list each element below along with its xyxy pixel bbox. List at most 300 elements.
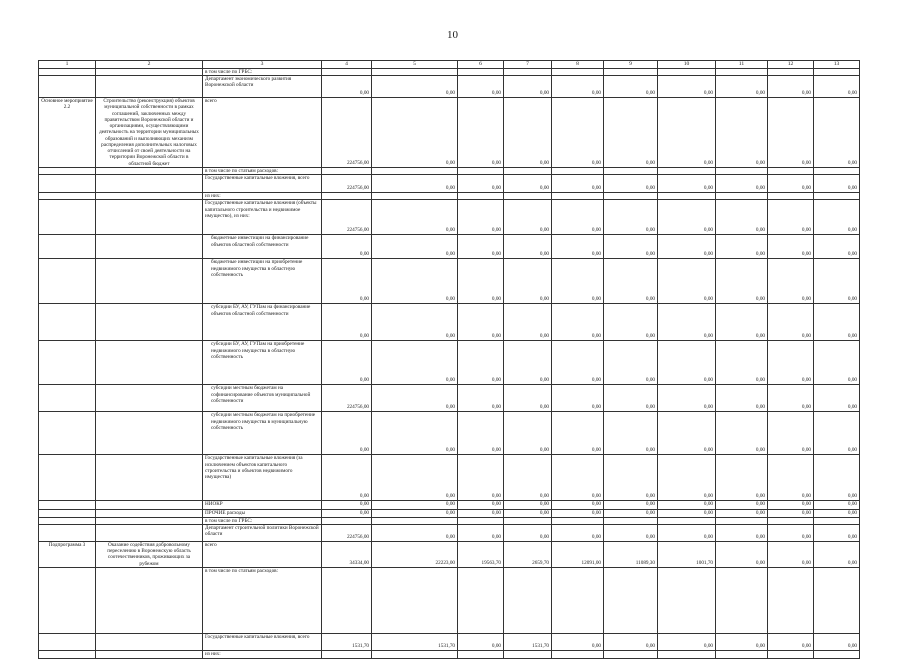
amount-cell: 11089,30 <box>604 541 658 567</box>
amount-cell: 0,00 <box>552 175 604 193</box>
activity-code-cell: Подпрограмма 3 <box>39 541 96 567</box>
amount-cell: 0,00 <box>552 455 604 501</box>
activity-code-cell <box>39 501 96 509</box>
activity-name-cell <box>96 341 203 385</box>
amount-cell: 0,00 <box>814 259 860 304</box>
activity-code-cell <box>39 175 96 193</box>
activity-code-cell <box>39 167 96 174</box>
amount-cell <box>458 167 504 174</box>
table-row <box>39 509 860 517</box>
amount-cell: 0,00 <box>604 455 658 501</box>
amount-cell: 0,00 <box>768 341 814 385</box>
expense-item-cell: в том числе по статьям расходов: <box>203 567 322 633</box>
amount-cell: 224756,00 <box>322 385 372 412</box>
amount-cell: 0,00 <box>458 235 504 259</box>
amount-cell: 0,00 <box>552 509 604 517</box>
amount-cell: 0,00 <box>372 412 458 455</box>
amount-cell: 0,00 <box>814 524 860 541</box>
amount-cell: 0,00 <box>604 385 658 412</box>
amount-cell: 0,00 <box>552 98 604 168</box>
amount-cell: 0,00 <box>658 509 716 517</box>
column-header: 13 <box>814 61 860 69</box>
amount-cell: 19563,70 <box>458 541 504 567</box>
amount-cell: 0,00 <box>768 412 814 455</box>
activity-name-cell: Строительство (реконструкция) объектов муниципальной собственности в рамках соглашений, заключенных между правительством Воронежской области и организациями, осуществляющими деятельность на территории муниципальных образований и выполняющих механизм распределения дополнительных налоговых отчислений от своей деятельности на территории Воронежской области в областной бюджет <box>96 98 203 168</box>
activity-name-cell <box>96 385 203 412</box>
amount-cell: 0,00 <box>658 412 716 455</box>
amount-cell: 0,00 <box>716 509 768 517</box>
amount-cell: 0,00 <box>658 501 716 509</box>
amount-cell <box>604 167 658 174</box>
expense-item-cell: Департамент экономического развития Воронежской области <box>203 76 322 98</box>
amount-cell: 0,00 <box>458 501 504 509</box>
activity-name-cell <box>96 235 203 259</box>
activity-name-cell <box>96 567 203 633</box>
amount-cell: 0,00 <box>552 235 604 259</box>
expense-item-cell: бюджетные инвестиции на финансирование объектов областной собственности <box>203 235 322 259</box>
amount-cell: 0,00 <box>372 524 458 541</box>
amount-cell: 0,00 <box>604 259 658 304</box>
amount-cell <box>658 69 716 76</box>
activity-name-cell <box>96 509 203 517</box>
amount-cell: 0,00 <box>768 385 814 412</box>
column-header: 4 <box>322 61 372 69</box>
amount-cell: 0,00 <box>658 76 716 98</box>
activity-code-cell <box>39 455 96 501</box>
amount-cell: 0,00 <box>716 412 768 455</box>
amount-cell: 0,00 <box>658 385 716 412</box>
activity-name-cell <box>96 524 203 541</box>
amount-cell: 0,00 <box>552 259 604 304</box>
table-row <box>39 524 860 541</box>
amount-cell: 0,00 <box>814 385 860 412</box>
amount-cell: 0,00 <box>768 524 814 541</box>
amount-cell: 0,00 <box>604 341 658 385</box>
activity-code-cell <box>39 259 96 304</box>
table-row <box>39 517 860 524</box>
column-header: 10 <box>658 61 716 69</box>
table-row <box>39 175 860 193</box>
amount-cell <box>768 69 814 76</box>
amount-cell <box>604 650 658 658</box>
table-row <box>39 455 860 501</box>
table-row <box>39 341 860 385</box>
amount-cell <box>372 567 458 633</box>
amount-cell: 0,00 <box>552 412 604 455</box>
amount-cell: 0,00 <box>372 455 458 501</box>
amount-cell: 0,00 <box>814 235 860 259</box>
amount-cell <box>814 567 860 633</box>
amount-cell: 0,00 <box>658 259 716 304</box>
amount-cell: 0,00 <box>504 501 552 509</box>
amount-cell <box>658 517 716 524</box>
amount-cell: 0,00 <box>458 98 504 168</box>
amount-cell: 0,00 <box>716 76 768 98</box>
expense-item-cell: Государственные капитальные вложения, всего <box>203 175 322 193</box>
expense-item-cell: Государственные капитальные вложения, всего <box>203 633 322 650</box>
expense-item-cell: всего <box>203 98 322 168</box>
activity-name-cell <box>96 175 203 193</box>
amount-cell <box>504 167 552 174</box>
amount-cell: 0,00 <box>604 633 658 650</box>
amount-cell <box>658 167 716 174</box>
amount-cell: 0,00 <box>604 524 658 541</box>
amount-cell: 0,00 <box>458 455 504 501</box>
amount-cell: 0,00 <box>716 235 768 259</box>
amount-cell: 0,00 <box>814 98 860 168</box>
amount-cell <box>814 167 860 174</box>
amount-cell <box>604 69 658 76</box>
expense-item-cell: НИОКР <box>203 501 322 509</box>
expense-item-cell: из них: <box>203 193 322 200</box>
amount-cell: 0,00 <box>504 98 552 168</box>
amount-cell: 0,00 <box>458 341 504 385</box>
column-header: 3 <box>203 61 322 69</box>
table-row <box>39 193 860 200</box>
column-header: 9 <box>604 61 658 69</box>
amount-cell: 0,00 <box>458 304 504 341</box>
amount-cell <box>716 193 768 200</box>
amount-cell <box>658 650 716 658</box>
amount-cell <box>322 167 372 174</box>
budget-table <box>38 60 860 659</box>
amount-cell <box>504 567 552 633</box>
amount-cell <box>458 69 504 76</box>
amount-cell: 1531,70 <box>504 633 552 650</box>
amount-cell <box>604 517 658 524</box>
activity-code-cell <box>39 517 96 524</box>
expense-item-cell: в том числе по ГРБС: <box>203 69 322 76</box>
amount-cell: 34334,00 <box>322 541 372 567</box>
amount-cell <box>814 193 860 200</box>
amount-cell: 0,00 <box>322 341 372 385</box>
amount-cell: 0,00 <box>372 385 458 412</box>
table-row <box>39 501 860 509</box>
amount-cell: 0,00 <box>322 76 372 98</box>
amount-cell: 0,00 <box>372 259 458 304</box>
amount-cell <box>504 517 552 524</box>
amount-cell <box>768 650 814 658</box>
amount-cell: 0,00 <box>658 341 716 385</box>
amount-cell: 22223,00 <box>372 541 458 567</box>
amount-cell <box>604 193 658 200</box>
amount-cell: 0,00 <box>716 455 768 501</box>
amount-cell <box>552 193 604 200</box>
amount-cell: 0,00 <box>604 509 658 517</box>
activity-code-cell <box>39 76 96 98</box>
table-row <box>39 567 860 633</box>
amount-cell: 0,00 <box>372 76 458 98</box>
amount-cell: 0,00 <box>372 98 458 168</box>
activity-name-cell <box>96 76 203 98</box>
amount-cell: 224756,00 <box>322 98 372 168</box>
amount-cell: 0,00 <box>458 524 504 541</box>
amount-cell: 0,00 <box>504 385 552 412</box>
amount-cell: 0,00 <box>658 633 716 650</box>
amount-cell <box>504 650 552 658</box>
activity-name-cell <box>96 517 203 524</box>
expense-item-cell: субсидии местным бюджетам на софинансирование объектов муниципальной собственности <box>203 385 322 412</box>
amount-cell: 224756,00 <box>322 200 372 235</box>
table-row <box>39 650 860 658</box>
expense-item-cell: Государственные капитальные вложения (за исключением объектов капитального строительства и объектов недвижимого имущества) <box>203 455 322 501</box>
amount-cell: 0,00 <box>458 633 504 650</box>
amount-cell <box>504 193 552 200</box>
amount-cell: 0,00 <box>604 235 658 259</box>
table-row <box>39 304 860 341</box>
amount-cell <box>322 517 372 524</box>
amount-cell: 0,00 <box>372 200 458 235</box>
amount-cell: 0,00 <box>716 501 768 509</box>
activity-name-cell <box>96 304 203 341</box>
amount-cell: 0,00 <box>322 235 372 259</box>
activity-code-cell <box>39 193 96 200</box>
amount-cell <box>458 567 504 633</box>
table-row <box>39 69 860 76</box>
activity-code-cell <box>39 304 96 341</box>
amount-cell: 0,00 <box>552 200 604 235</box>
amount-cell: 0,00 <box>716 259 768 304</box>
amount-cell: 0,00 <box>768 501 814 509</box>
activity-code-cell <box>39 412 96 455</box>
amount-cell: 0,00 <box>814 633 860 650</box>
amount-cell: 0,00 <box>768 259 814 304</box>
amount-cell <box>658 567 716 633</box>
amount-cell: 0,00 <box>658 98 716 168</box>
amount-cell <box>322 69 372 76</box>
amount-cell: 0,00 <box>322 501 372 509</box>
amount-cell: 0,00 <box>322 509 372 517</box>
amount-cell: 0,00 <box>604 76 658 98</box>
activity-code-cell <box>39 385 96 412</box>
amount-cell: 0,00 <box>716 341 768 385</box>
amount-cell <box>658 193 716 200</box>
amount-cell: 0,00 <box>604 175 658 193</box>
amount-cell <box>504 69 552 76</box>
amount-cell <box>814 650 860 658</box>
amount-cell: 0,00 <box>604 501 658 509</box>
activity-name-cell <box>96 412 203 455</box>
amount-cell: 2659,70 <box>504 541 552 567</box>
amount-cell: 0,00 <box>552 304 604 341</box>
amount-cell: 0,00 <box>814 412 860 455</box>
amount-cell: 0,00 <box>716 200 768 235</box>
amount-cell: 0,00 <box>322 412 372 455</box>
amount-cell: 0,00 <box>372 341 458 385</box>
amount-cell: 0,00 <box>504 235 552 259</box>
amount-cell: 0,00 <box>322 455 372 501</box>
table-row <box>39 633 860 650</box>
amount-cell: 0,00 <box>768 175 814 193</box>
amount-cell: 224756,00 <box>322 175 372 193</box>
amount-cell: 0,00 <box>814 455 860 501</box>
expense-item-cell: всего <box>203 541 322 567</box>
amount-cell <box>768 167 814 174</box>
amount-cell <box>372 167 458 174</box>
amount-cell: 12091,00 <box>552 541 604 567</box>
amount-cell: 0,00 <box>604 200 658 235</box>
activity-name-cell <box>96 501 203 509</box>
table-row <box>39 541 860 567</box>
column-header: 8 <box>552 61 604 69</box>
amount-cell: 0,00 <box>552 76 604 98</box>
amount-cell: 0,00 <box>768 541 814 567</box>
amount-cell: 0,00 <box>716 304 768 341</box>
amount-cell: 0,00 <box>658 524 716 541</box>
activity-name-cell <box>96 650 203 658</box>
amount-cell <box>372 193 458 200</box>
amount-cell: 0,00 <box>814 200 860 235</box>
amount-cell: 0,00 <box>372 509 458 517</box>
amount-cell: 0,00 <box>458 76 504 98</box>
amount-cell: 1001,70 <box>658 541 716 567</box>
amount-cell <box>716 167 768 174</box>
amount-cell: 224756,00 <box>322 524 372 541</box>
activity-name-cell <box>96 259 203 304</box>
header-row <box>39 61 860 69</box>
activity-code-cell <box>39 509 96 517</box>
table-row <box>39 167 860 174</box>
amount-cell: 0,00 <box>716 98 768 168</box>
column-header: 7 <box>504 61 552 69</box>
activity-name-cell <box>96 167 203 174</box>
expense-item-cell: в том числе по статьям расходов: <box>203 167 322 174</box>
amount-cell: 0,00 <box>552 385 604 412</box>
amount-cell: 0,00 <box>658 235 716 259</box>
expense-item-cell: субсидии местным бюджетам на приобретение недвижимого имущества в муниципальную собственность <box>203 412 322 455</box>
amount-cell <box>322 650 372 658</box>
amount-cell: 0,00 <box>604 304 658 341</box>
table-row <box>39 76 860 98</box>
amount-cell: 0,00 <box>552 633 604 650</box>
amount-cell: 0,00 <box>716 175 768 193</box>
amount-cell <box>716 69 768 76</box>
amount-cell <box>458 193 504 200</box>
amount-cell <box>372 517 458 524</box>
amount-cell: 1531,70 <box>322 633 372 650</box>
amount-cell: 0,00 <box>814 175 860 193</box>
amount-cell: 0,00 <box>504 509 552 517</box>
amount-cell <box>552 69 604 76</box>
amount-cell: 0,00 <box>372 175 458 193</box>
amount-cell: 0,00 <box>604 412 658 455</box>
amount-cell: 0,00 <box>458 385 504 412</box>
column-header: 2 <box>96 61 203 69</box>
amount-cell: 0,00 <box>372 235 458 259</box>
amount-cell <box>716 517 768 524</box>
amount-cell: 0,00 <box>458 412 504 455</box>
amount-cell: 0,00 <box>504 412 552 455</box>
amount-cell: 0,00 <box>768 76 814 98</box>
amount-cell <box>552 517 604 524</box>
activity-name-cell <box>96 69 203 76</box>
activity-code-cell <box>39 69 96 76</box>
expense-item-cell: Департамент строительной политики Воронежской области <box>203 524 322 541</box>
column-header: 1 <box>39 61 96 69</box>
amount-cell <box>458 517 504 524</box>
activity-code-cell: Основное мероприятие 2.2 <box>39 98 96 168</box>
amount-cell <box>768 517 814 524</box>
activity-code-cell <box>39 235 96 259</box>
amount-cell: 0,00 <box>814 341 860 385</box>
amount-cell: 0,00 <box>504 175 552 193</box>
amount-cell: 0,00 <box>504 455 552 501</box>
amount-cell: 0,00 <box>322 259 372 304</box>
amount-cell: 0,00 <box>504 200 552 235</box>
amount-cell: 0,00 <box>504 341 552 385</box>
amount-cell <box>768 567 814 633</box>
amount-cell <box>814 69 860 76</box>
activity-code-cell <box>39 200 96 235</box>
amount-cell <box>716 567 768 633</box>
amount-cell: 0,00 <box>658 200 716 235</box>
amount-cell <box>372 69 458 76</box>
column-header: 12 <box>768 61 814 69</box>
expense-item-cell: субсидии БУ, АУ, ГУПам на финансирование объектов областной собственности <box>203 304 322 341</box>
amount-cell <box>322 193 372 200</box>
amount-cell: 0,00 <box>768 98 814 168</box>
amount-cell: 0,00 <box>504 259 552 304</box>
amount-cell <box>716 650 768 658</box>
amount-cell <box>768 193 814 200</box>
amount-cell <box>458 650 504 658</box>
expense-item-cell: Государственные капитальные вложения (объекты капитального строительства и недвижимое имущество), из них: <box>203 200 322 235</box>
amount-cell: 0,00 <box>658 175 716 193</box>
amount-cell: 0,00 <box>716 385 768 412</box>
activity-name-cell <box>96 633 203 650</box>
amount-cell: 0,00 <box>768 304 814 341</box>
amount-cell: 0,00 <box>768 509 814 517</box>
table-row <box>39 200 860 235</box>
activity-name-cell <box>96 193 203 200</box>
amount-cell: 0,00 <box>552 341 604 385</box>
column-header: 6 <box>458 61 504 69</box>
expense-item-cell: из них: <box>203 650 322 658</box>
amount-cell: 0,00 <box>372 304 458 341</box>
amount-cell: 0,00 <box>458 175 504 193</box>
amount-cell <box>814 517 860 524</box>
amount-cell: 0,00 <box>552 524 604 541</box>
amount-cell <box>604 567 658 633</box>
activity-name-cell: Оказание содействия добровольному переселению в Воронежскую область соотечественников, проживающих за рубежом <box>96 541 203 567</box>
amount-cell: 0,00 <box>372 501 458 509</box>
amount-cell: 0,00 <box>814 501 860 509</box>
table-row <box>39 259 860 304</box>
amount-cell: 0,00 <box>814 541 860 567</box>
amount-cell: 0,00 <box>716 633 768 650</box>
table-row <box>39 235 860 259</box>
amount-cell <box>372 650 458 658</box>
amount-cell: 0,00 <box>658 455 716 501</box>
amount-cell: 0,00 <box>768 200 814 235</box>
amount-cell <box>552 567 604 633</box>
amount-cell: 0,00 <box>814 76 860 98</box>
amount-cell: 0,00 <box>504 304 552 341</box>
activity-code-cell <box>39 650 96 658</box>
activity-name-cell <box>96 455 203 501</box>
amount-cell <box>322 567 372 633</box>
amount-cell: 0,00 <box>716 524 768 541</box>
activity-name-cell <box>96 200 203 235</box>
page-number: 10 <box>447 29 458 41</box>
amount-cell: 0,00 <box>814 304 860 341</box>
amount-cell: 0,00 <box>458 509 504 517</box>
amount-cell: 0,00 <box>768 235 814 259</box>
expense-item-cell: в том числе по ГРБС: <box>203 517 322 524</box>
amount-cell: 0,00 <box>322 304 372 341</box>
amount-cell: 0,00 <box>604 98 658 168</box>
amount-cell: 0,00 <box>768 455 814 501</box>
